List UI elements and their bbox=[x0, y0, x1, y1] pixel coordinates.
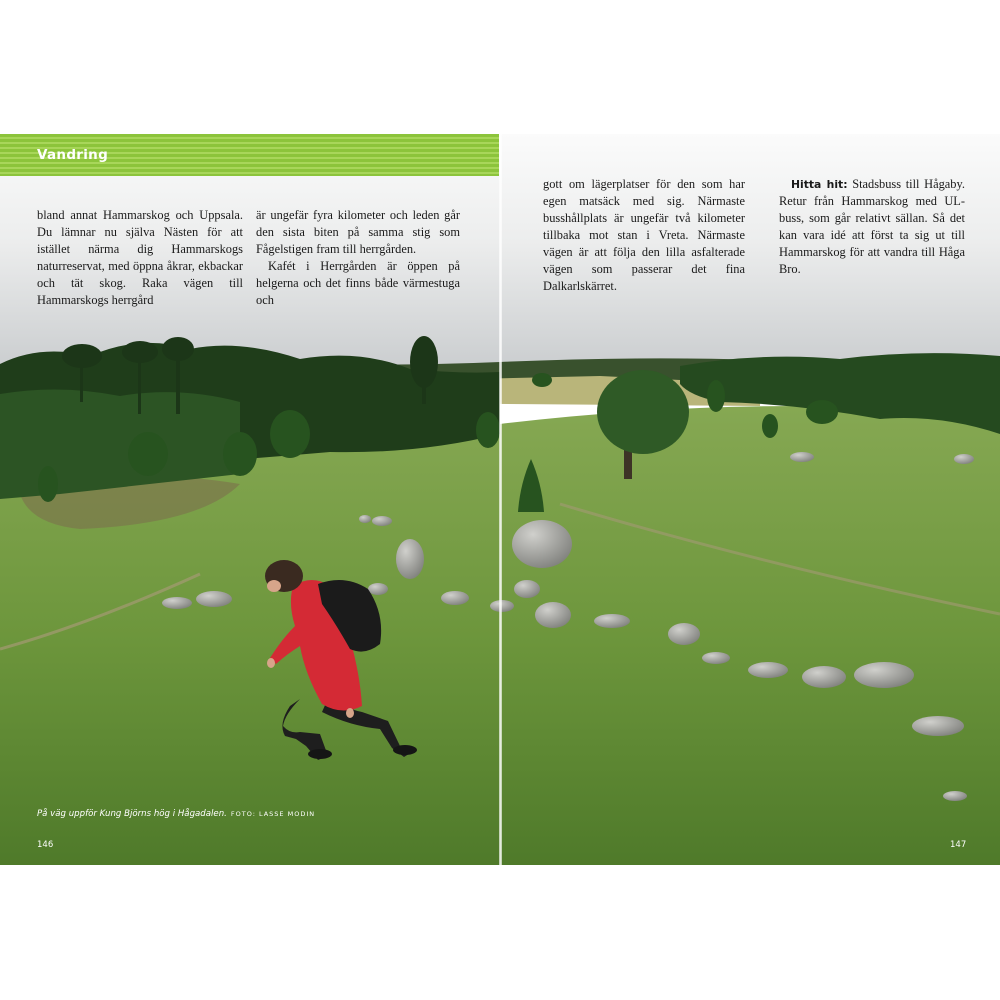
text-column-4 bbox=[779, 176, 965, 278]
text-column-3 bbox=[543, 176, 745, 295]
paragraph: är ungefär fyra kilometer och leden går den sista biten på samma stig som Fågelstigen fram till herrgården. bbox=[256, 208, 460, 256]
paragraph: bland annat Hammarskog och Uppsala. Du lämnar nu själva Nästen för att istället närma dig Hammarskogs naturreservat, med öppna åkrar, ekbackar och tät skog. Raka vägen till Hammarskogs herrgård bbox=[37, 208, 243, 307]
text-column-1 bbox=[37, 207, 243, 309]
paragraph: Kafét i Herrgården är öppen på helgerna och det finns både värmestuga och bbox=[256, 259, 460, 307]
directions-paragraph bbox=[779, 176, 965, 278]
paragraph: gott om lägerplatser för den som har egen matsäck med sig. Närmaste busshållplats är ungefär två kilometer tillbaka mot stan i Vreta. Närmaste vägen är att följa den lilla asfalterade vägen som passerar det fina Dalkarlskärret. bbox=[543, 177, 745, 293]
page-number-right: 147 bbox=[950, 840, 967, 850]
spine-gutter bbox=[499, 134, 502, 865]
directions-lead: Hitta hit: bbox=[791, 178, 848, 191]
book-spread bbox=[0, 134, 1000, 865]
section-header-band bbox=[0, 134, 499, 176]
photo-credit: FOTO: LASSE MODIN bbox=[230, 810, 316, 818]
page-number-left: 146 bbox=[37, 840, 54, 850]
photo-caption bbox=[37, 809, 315, 819]
caption-text: På väg uppför Kung Björns hög i Hågadalen. bbox=[37, 809, 227, 819]
directions-text: Stadsbuss till Hågaby. Retur från Hammarskog med UL-buss, som går relativt sällan. Så det kan vara idé att först ta sig ut till Hammarskog för att vandra till Håga Bro. bbox=[779, 177, 965, 276]
text-column-2 bbox=[256, 207, 460, 309]
section-title: Vandring bbox=[37, 147, 109, 163]
